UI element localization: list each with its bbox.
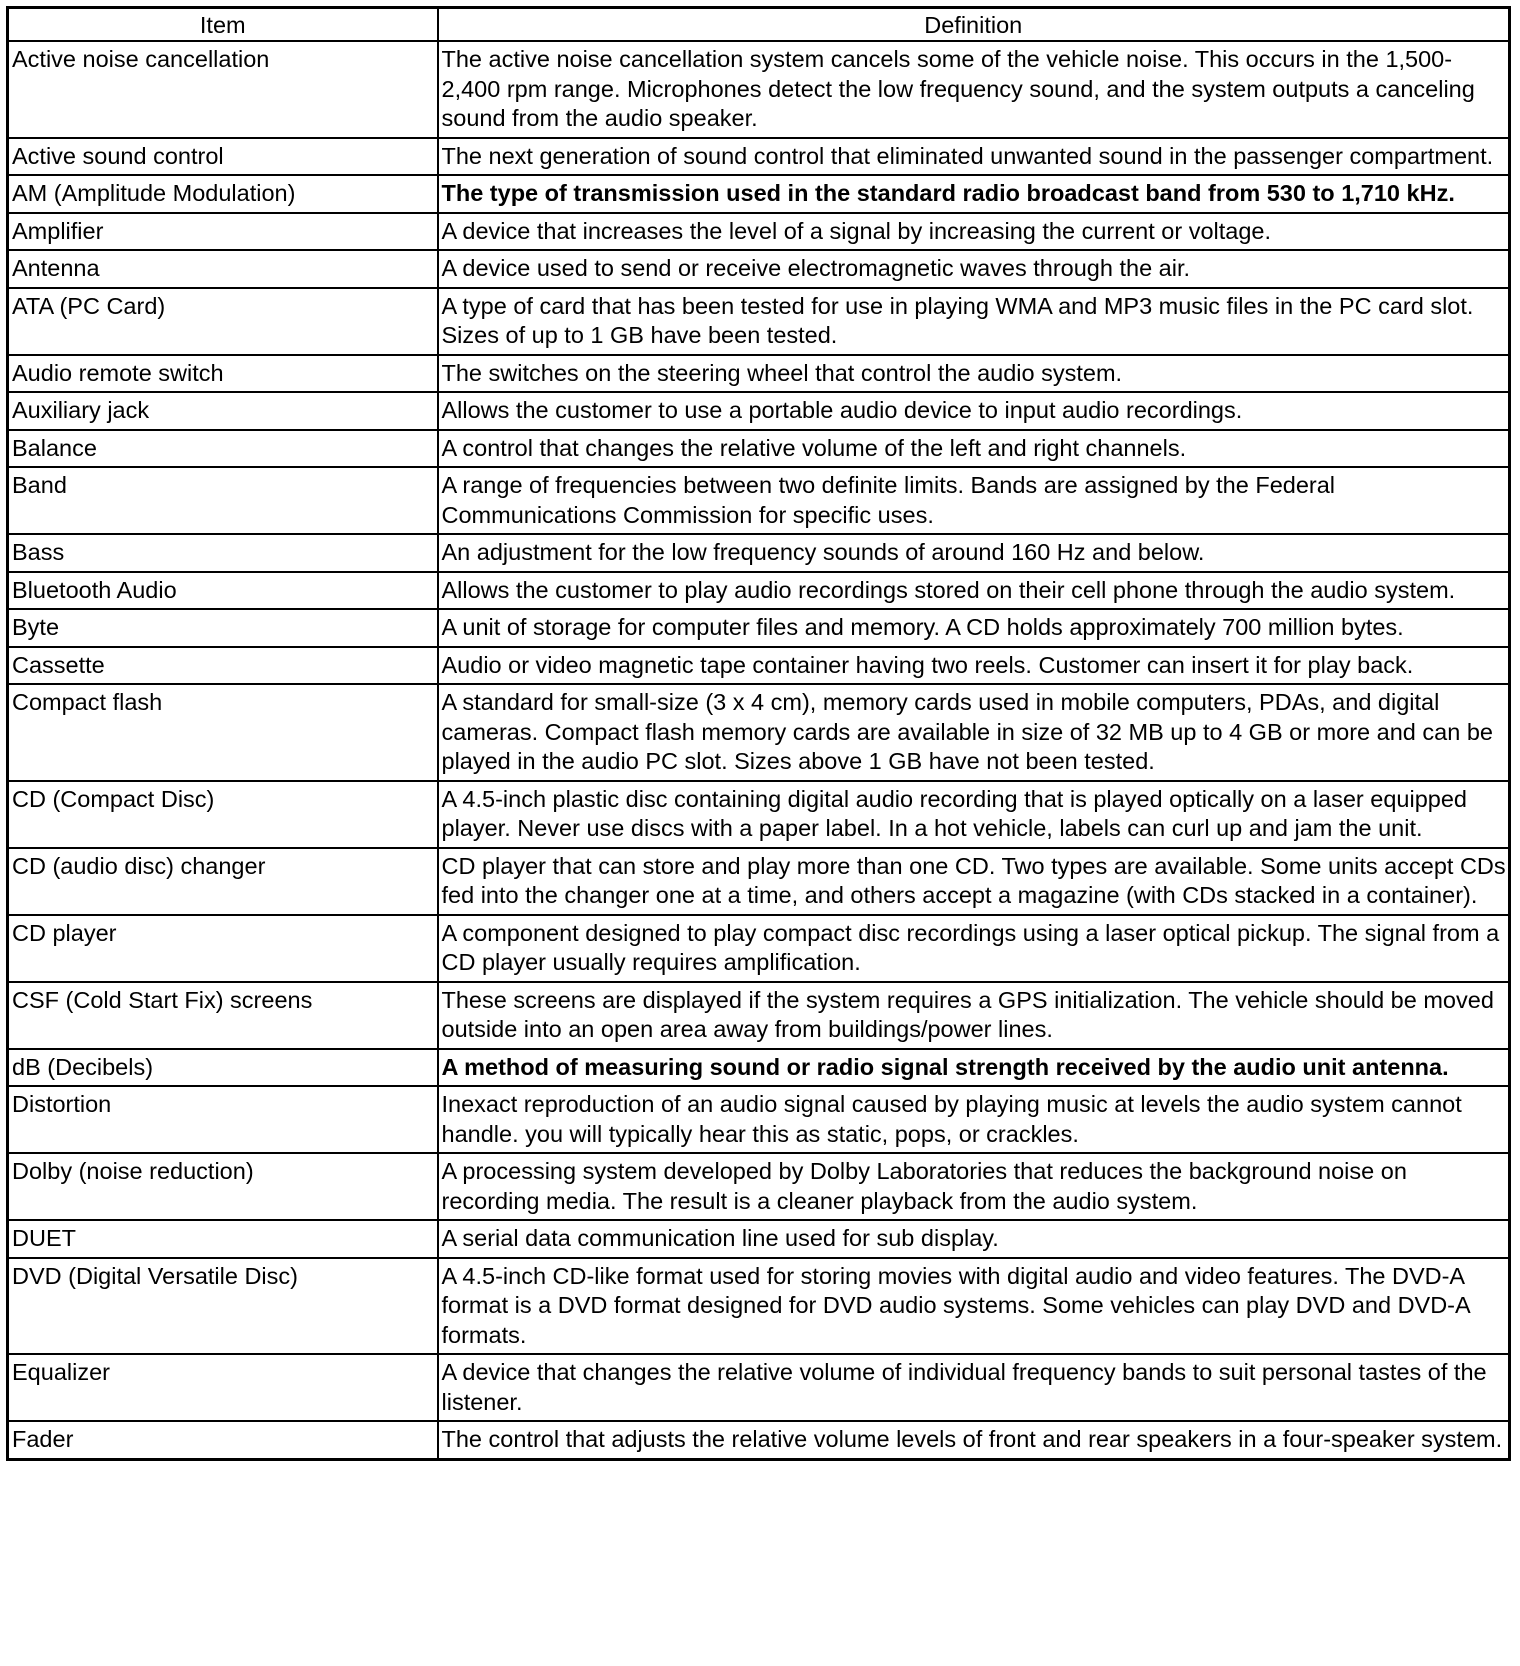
table-row <box>8 213 1510 251</box>
item-cell: Fader <box>8 1421 438 1459</box>
table-row <box>8 609 1510 647</box>
item-cell: Active sound control <box>8 138 438 176</box>
table-row <box>8 41 1510 138</box>
definition-cell: These screens are displayed if the system requires a GPS initialization. The vehicle should be moved outside into an open area away from buildings/power lines. <box>438 982 1510 1049</box>
definition-cell: The next generation of sound control that eliminated unwanted sound in the passenger compartment. <box>438 138 1510 176</box>
item-cell: AM (Amplitude Modulation) <box>8 175 438 213</box>
table-row <box>8 1153 1510 1220</box>
item-cell: Amplifier <box>8 213 438 251</box>
column-header-item: Item <box>8 8 438 42</box>
definition-cell: The switches on the steering wheel that control the audio system. <box>438 355 1510 393</box>
item-cell: ATA (PC Card) <box>8 288 438 355</box>
definition-cell: CD player that can store and play more than one CD. Two types are available. Some units accept CDs fed into the changer one at a time, and others accept a magazine (with CDs stacked in a container). <box>438 848 1510 915</box>
definition-cell: A method of measuring sound or radio signal strength received by the audio unit antenna. <box>438 1049 1510 1087</box>
definition-cell: Allows the customer to play audio recordings stored on their cell phone through the audio system. <box>438 572 1510 610</box>
item-cell: Auxiliary jack <box>8 392 438 430</box>
column-header-definition: Definition <box>438 8 1510 42</box>
table-row <box>8 915 1510 982</box>
item-cell: Equalizer <box>8 1354 438 1421</box>
table-header-row <box>8 8 1510 42</box>
table-row <box>8 250 1510 288</box>
table-row <box>8 572 1510 610</box>
table-row <box>8 430 1510 468</box>
table-row <box>8 1220 1510 1258</box>
item-cell: CD (Compact Disc) <box>8 781 438 848</box>
definition-cell: A component designed to play compact disc recordings using a laser optical pickup. The signal from a CD player usually requires amplification. <box>438 915 1510 982</box>
item-cell: Byte <box>8 609 438 647</box>
table-row <box>8 355 1510 393</box>
item-cell: Distortion <box>8 1086 438 1153</box>
definition-cell: A control that changes the relative volume of the left and right channels. <box>438 430 1510 468</box>
item-cell: Bass <box>8 534 438 572</box>
table-row <box>8 848 1510 915</box>
table-row <box>8 1086 1510 1153</box>
table-row <box>8 1354 1510 1421</box>
item-cell: Balance <box>8 430 438 468</box>
definition-cell: A unit of storage for computer files and memory. A CD holds approximately 700 million bytes. <box>438 609 1510 647</box>
table-row <box>8 1421 1510 1459</box>
item-cell: Compact flash <box>8 684 438 781</box>
item-cell: dB (Decibels) <box>8 1049 438 1087</box>
definition-cell: A standard for small-size (3 x 4 cm), memory cards used in mobile computers, PDAs, and digital cameras. Compact flash memory cards are available in size of 32 MB up to 4 GB or more and can be played in the audio PC slot. Sizes above 1 GB have not been tested. <box>438 684 1510 781</box>
table-row <box>8 175 1510 213</box>
definition-cell: Allows the customer to use a portable audio device to input audio recordings. <box>438 392 1510 430</box>
definition-cell: A processing system developed by Dolby Laboratories that reduces the background noise on recording media. The result is a cleaner playback from the audio system. <box>438 1153 1510 1220</box>
table-row <box>8 534 1510 572</box>
definition-cell: A device that increases the level of a signal by increasing the current or voltage. <box>438 213 1510 251</box>
table-row <box>8 467 1510 534</box>
definition-cell: The control that adjusts the relative volume levels of front and rear speakers in a four-speaker system. <box>438 1421 1510 1459</box>
item-cell: Band <box>8 467 438 534</box>
glossary-table <box>6 6 1511 1461</box>
item-cell: Cassette <box>8 647 438 685</box>
definition-cell: A serial data communication line used for sub display. <box>438 1220 1510 1258</box>
table-row <box>8 288 1510 355</box>
item-cell: Dolby (noise reduction) <box>8 1153 438 1220</box>
definition-cell: A device used to send or receive electromagnetic waves through the air. <box>438 250 1510 288</box>
definition-cell: A 4.5-inch CD-like format used for storing movies with digital audio and video features. The DVD-A format is a DVD format designed for DVD audio systems. Some vehicles can play DVD and DVD-A formats. <box>438 1258 1510 1355</box>
definition-cell: The type of transmission used in the standard radio broadcast band from 530 to 1,710 kHz. <box>438 175 1510 213</box>
table-row <box>8 684 1510 781</box>
glossary-body <box>8 41 1510 1459</box>
definition-cell: A device that changes the relative volume of individual frequency bands to suit personal tastes of the listener. <box>438 1354 1510 1421</box>
table-row <box>8 138 1510 176</box>
table-row <box>8 647 1510 685</box>
item-cell: Antenna <box>8 250 438 288</box>
item-cell: CD (audio disc) changer <box>8 848 438 915</box>
definition-cell: A range of frequencies between two definite limits. Bands are assigned by the Federal Communications Commission for specific uses. <box>438 467 1510 534</box>
definition-cell: An adjustment for the low frequency sounds of around 160 Hz and below. <box>438 534 1510 572</box>
table-row <box>8 781 1510 848</box>
definition-cell: The active noise cancellation system cancels some of the vehicle noise. This occurs in the 1,500-2,400 rpm range. Microphones detect the low frequency sound, and the system outputs a canceling sound from the audio speaker. <box>438 41 1510 138</box>
table-row <box>8 1049 1510 1087</box>
glossary-page <box>6 6 1508 1461</box>
item-cell: DVD (Digital Versatile Disc) <box>8 1258 438 1355</box>
item-cell: CD player <box>8 915 438 982</box>
definition-cell: Inexact reproduction of an audio signal caused by playing music at levels the audio system cannot handle. you will typically hear this as static, pops, or crackles. <box>438 1086 1510 1153</box>
table-row <box>8 982 1510 1049</box>
table-row <box>8 392 1510 430</box>
item-cell: Audio remote switch <box>8 355 438 393</box>
item-cell: DUET <box>8 1220 438 1258</box>
definition-cell: Audio or video magnetic tape container having two reels. Customer can insert it for play back. <box>438 647 1510 685</box>
item-cell: CSF (Cold Start Fix) screens <box>8 982 438 1049</box>
item-cell: Bluetooth Audio <box>8 572 438 610</box>
definition-cell: A 4.5-inch plastic disc containing digital audio recording that is played optically on a laser equipped player. Never use discs with a paper label. In a hot vehicle, labels can curl up and jam the unit. <box>438 781 1510 848</box>
item-cell: Active noise cancellation <box>8 41 438 138</box>
definition-cell: A type of card that has been tested for use in playing WMA and MP3 music files in the PC card slot. Sizes of up to 1 GB have been tested. <box>438 288 1510 355</box>
table-row <box>8 1258 1510 1355</box>
